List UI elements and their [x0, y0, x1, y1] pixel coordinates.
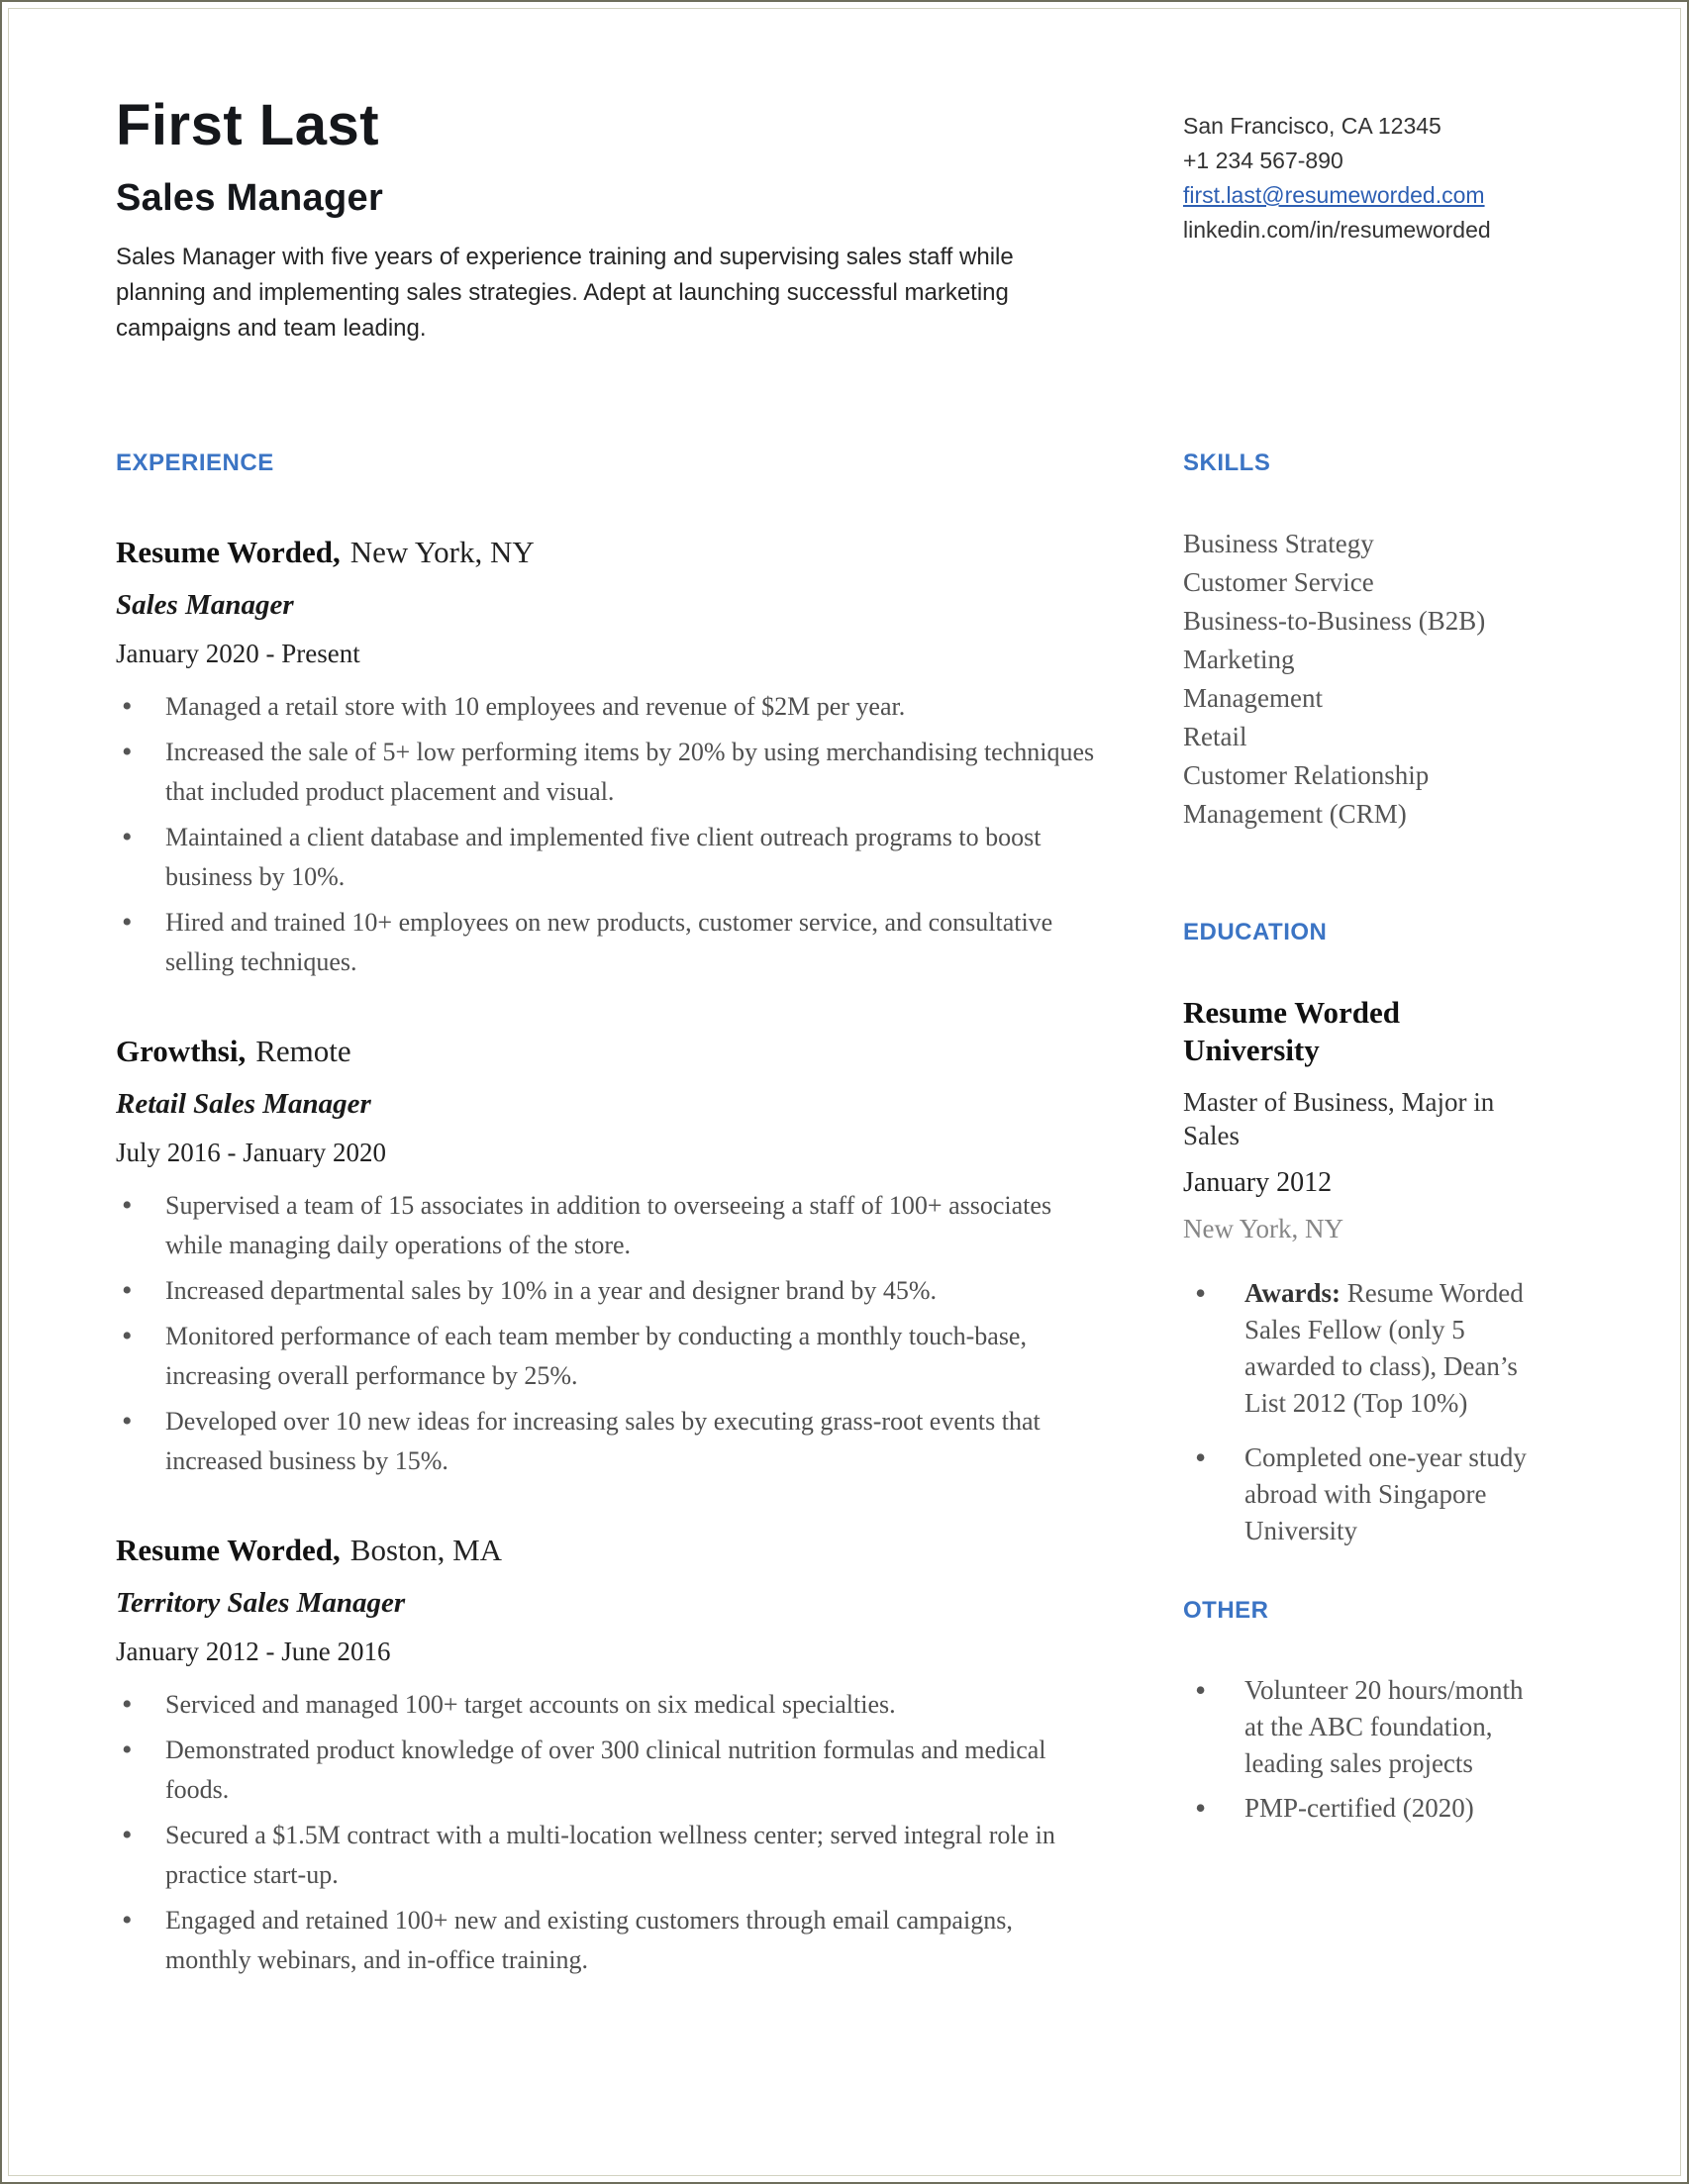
awards-text: Resume Worded Sales Fellow (only 5 awarded to class), Dean’s List 2012 (Top 10%)	[1244, 1278, 1524, 1418]
degree: Master of Business, Major in Sales	[1183, 1087, 1495, 1150]
skill-item: Marketing	[1183, 645, 1295, 674]
job-company: Growthsi,	[116, 1034, 247, 1068]
bullet-item: • Increased the sale of 5+ low performing items by 20% by using merchandising techniques that included product placement and visual.	[116, 733, 1096, 812]
job-location: New York, NY	[349, 535, 535, 569]
person-title: Sales Manager	[116, 177, 384, 219]
bullet-item: • Maintained a client database and implemented five client outreach programs to boost business by 10%.	[116, 818, 1096, 897]
bullet-item: • Developed over 10 new ideas for increasing sales by executing grass-root events that increased business by 15%.	[116, 1402, 1096, 1481]
skill-item: Customer Service	[1183, 567, 1374, 597]
bullet-item: • Monitored performance of each team member by conducting a monthly touch-base, increasing overall performance by 25%.	[116, 1317, 1096, 1396]
skill-item: Business-to-Business (B2B)	[1183, 606, 1486, 636]
experience-heading: EXPERIENCE	[116, 449, 274, 476]
job-location: Remote	[255, 1034, 351, 1068]
resume-content	[2, 2, 1687, 1986]
job-role: Retail Sales Manager	[116, 1088, 371, 1120]
skills-section	[1183, 449, 1532, 834]
bullet-item: • Secured a $1.5M contract with a multi-location wellness center; served integral role in practice start-up.	[116, 1816, 1096, 1895]
contact-location: San Francisco, CA 12345	[1183, 113, 1441, 139]
job-dates: January 2020 - Present	[116, 639, 360, 668]
education-section	[1183, 919, 1532, 1549]
bullet-item: • Completed one-year study abroad with Singapore University	[1183, 1439, 1532, 1549]
education-bullet-list	[1183, 1275, 1532, 1549]
job-company: Resume Worded,	[116, 1533, 341, 1567]
skill-item: Business Strategy	[1183, 529, 1374, 558]
contact-phone: +1 234 567-890	[1183, 148, 1343, 173]
other-heading: OTHER	[1183, 1597, 1269, 1624]
bullet-item: • Volunteer 20 hours/month at the ABC foundation, leading sales projects	[1183, 1672, 1532, 1782]
person-name: First Last	[116, 93, 380, 157]
skill-item: Management	[1183, 683, 1323, 713]
bullet-item: • Hired and trained 10+ employees on new products, customer service, and consultative selling techniques.	[116, 903, 1096, 982]
experience-section	[116, 449, 1096, 1986]
bullet-item: • Increased departmental sales by 10% in a year and designer brand by 45%.	[116, 1271, 1096, 1311]
job-dates: July 2016 - January 2020	[116, 1138, 386, 1167]
bullet-item	[1183, 1275, 1532, 1422]
other-section	[1183, 1597, 1532, 1827]
education-date: January 2012	[1183, 1167, 1333, 1198]
job-bullet-list	[116, 1685, 1096, 1980]
summary-text: Sales Manager with five years of experience training and supervising sales staff while planning and implementing sales strategies. Adept at launching successful marketing campaigns and team leading.	[116, 244, 1014, 342]
job-location: Boston, MA	[349, 1533, 503, 1567]
job-role: Territory Sales Manager	[116, 1587, 406, 1619]
school-name: Resume Worded University	[1183, 995, 1401, 1067]
sidebar-column	[1183, 449, 1532, 1986]
contact-linkedin: linkedin.com/in/resumeworded	[1183, 217, 1491, 243]
job-entry	[116, 533, 1096, 982]
job-bullet-list	[116, 1186, 1096, 1481]
job-company: Resume Worded,	[116, 535, 341, 569]
skill-item: Customer Relationship Management (CRM)	[1183, 760, 1430, 829]
contact-block	[1183, 109, 1532, 347]
skill-item: Retail	[1183, 722, 1247, 751]
job-entry	[116, 1032, 1096, 1481]
job-company-line	[116, 1032, 1096, 1071]
contact-email-link[interactable]: first.last@resumeworded.com	[1183, 182, 1485, 208]
bullet-item: • Serviced and managed 100+ target accounts on six medical specialties.	[116, 1685, 1096, 1725]
bullet-item: • Supervised a team of 15 associates in addition to overseeing a staff of 100+ associates while managing daily operations of the store.	[116, 1186, 1096, 1265]
job-company-line	[116, 1531, 1096, 1570]
job-company-line	[116, 533, 1096, 572]
job-entry	[116, 1531, 1096, 1980]
education-heading: EDUCATION	[1183, 919, 1328, 945]
job-dates: January 2012 - June 2016	[116, 1637, 391, 1666]
awards-label: Awards:	[1244, 1278, 1341, 1308]
other-bullet-list	[1183, 1672, 1532, 1827]
header-block	[116, 93, 1096, 347]
education-location: New York, NY	[1183, 1214, 1344, 1243]
job-role: Sales Manager	[116, 589, 294, 621]
bullet-item: • Demonstrated product knowledge of over 300 clinical nutrition formulas and medical foods.	[116, 1731, 1096, 1810]
skills-heading: SKILLS	[1183, 449, 1271, 476]
bullet-item: • PMP-certified (2020)	[1183, 1790, 1532, 1827]
bullet-item: • Engaged and retained 100+ new and existing customers through email campaigns, monthly webinars, and in-office training.	[116, 1901, 1096, 1980]
bullet-item: • Managed a retail store with 10 employees and revenue of $2M per year.	[116, 687, 1096, 727]
job-bullet-list	[116, 687, 1096, 982]
